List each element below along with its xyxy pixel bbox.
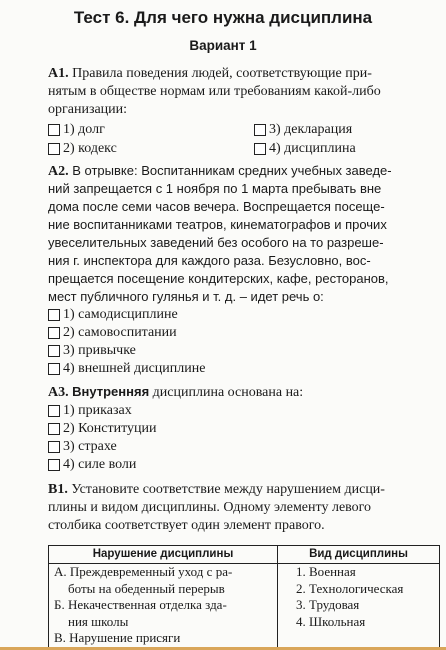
a3-line-1	[48, 384, 440, 401]
a2-text-4: ние воспитанниками театров, кинематографов и прочих	[48, 217, 387, 232]
checkbox[interactable]	[254, 143, 266, 155]
violation-b-line-1: Б. Некачественная отделка зда-	[54, 597, 227, 612]
discipline-type-3: 3. Трудовая	[296, 597, 360, 612]
a1-option-3[interactable]	[254, 122, 352, 138]
checkbox[interactable]	[48, 405, 60, 417]
a3-text: дисциплина основана на:	[152, 385, 304, 400]
a2-option-1[interactable]	[48, 307, 178, 323]
a1-line-1	[48, 66, 440, 82]
option-label: 3) привычке	[63, 343, 136, 358]
option-label: 2) Конституции	[63, 421, 157, 436]
option-label: 3) декларация	[269, 122, 353, 137]
a1-option-2[interactable]	[48, 141, 117, 157]
a3-option-4[interactable]	[48, 457, 136, 473]
option-label: 2) кодекс	[63, 141, 117, 156]
violations-cell	[49, 564, 278, 648]
a2-line-1	[48, 163, 440, 180]
column-header-discipline-type: Вид дисциплины	[278, 546, 440, 564]
a1-text-2: нятым в обществе нормам или требованиям какой-либо	[48, 84, 381, 99]
checkbox[interactable]	[48, 363, 60, 375]
discipline-type-2: 2. Технологическая	[296, 580, 404, 596]
discipline-types-cell	[278, 564, 440, 648]
a3-option-2[interactable]	[48, 421, 157, 437]
a2-text-7: прещается посещение кондитерских, кафе, ресторанов,	[48, 271, 389, 286]
checkbox[interactable]	[48, 441, 60, 453]
a3-bold-word: Внутренняя	[72, 384, 150, 399]
matching-table	[48, 545, 440, 648]
discipline-type-1: 1. Военная	[296, 564, 356, 579]
a2-text-6: ния г. инспектора для каждого раза. Безусловно, вос-	[48, 253, 371, 268]
page-title: Тест 6. Для чего нужна дисциплина	[73, 8, 373, 27]
a3-option-1[interactable]	[48, 403, 132, 419]
b1-text-2: плины и видом дисциплины. Одному элементу левого	[48, 500, 372, 515]
a3-option-3[interactable]	[48, 439, 117, 455]
checkbox[interactable]	[48, 309, 60, 321]
table-row	[49, 564, 440, 648]
a1-text-3: организации:	[48, 102, 128, 117]
option-label: 4) дисциплина	[269, 141, 356, 156]
option-label: 3) страхе	[63, 439, 117, 454]
a2-option-4[interactable]	[48, 361, 205, 377]
b1-text-3: столбика соответствует один элемент правого.	[48, 518, 325, 533]
table-header-row	[49, 546, 440, 564]
a3-number: А3.	[48, 385, 69, 400]
checkbox[interactable]	[254, 124, 266, 136]
checkbox[interactable]	[48, 459, 60, 471]
violation-a-line-2: боты на обеденный перерыв	[68, 580, 225, 596]
violation-b-line-2: ния школы	[68, 613, 129, 629]
a2-option-2[interactable]	[48, 325, 177, 341]
option-label: 1) самодисциплине	[63, 307, 178, 322]
a2-text-5: увеселительных заведений без особого на то разреше-	[48, 235, 384, 250]
option-label: 2) самовоспитании	[63, 325, 177, 340]
a1-option-1[interactable]	[48, 122, 105, 138]
b1-text-1: Установите соответствие между нарушением дисци-	[71, 482, 385, 497]
discipline-type-4: 4. Школьная	[296, 613, 366, 629]
a2-text-8: мест публичного гулянья и т. д. – идет речь о:	[48, 289, 324, 304]
a1-number: А1.	[48, 66, 69, 81]
a2-text-3: дома после семи часов вечера. Воспрещается посеще-	[48, 199, 385, 214]
violation-a-line-1: А. Преждевременный уход с ра-	[54, 564, 233, 579]
option-label: 1) приказах	[63, 403, 132, 418]
violation-c: В. Нарушение присяги	[54, 630, 181, 645]
a2-number: А2.	[48, 164, 69, 179]
checkbox[interactable]	[48, 124, 60, 136]
a2-text-1: В отрывке: Воспитанникам средних учебных заведе-	[72, 163, 392, 178]
checkbox[interactable]	[48, 143, 60, 155]
option-label: 4) силе воли	[63, 457, 137, 472]
variant-heading: Вариант 1	[189, 38, 257, 53]
a1-text-1: Правила поведения людей, соответствующие при-	[72, 66, 372, 81]
option-label: 1) долг	[63, 122, 105, 137]
a2-text-2: ний запрещается с 1 ноября по 1 марта пребывать вне	[48, 181, 382, 196]
option-label: 4) внешней дисциплине	[63, 361, 206, 376]
checkbox[interactable]	[48, 423, 60, 435]
column-header-violation: Нарушение дисциплины	[49, 546, 278, 564]
a2-option-3[interactable]	[48, 343, 136, 359]
b1-line-1	[48, 482, 440, 498]
b1-number: В1.	[48, 482, 68, 497]
checkbox[interactable]	[48, 345, 60, 357]
a1-option-4[interactable]	[254, 141, 356, 157]
checkbox[interactable]	[48, 327, 60, 339]
